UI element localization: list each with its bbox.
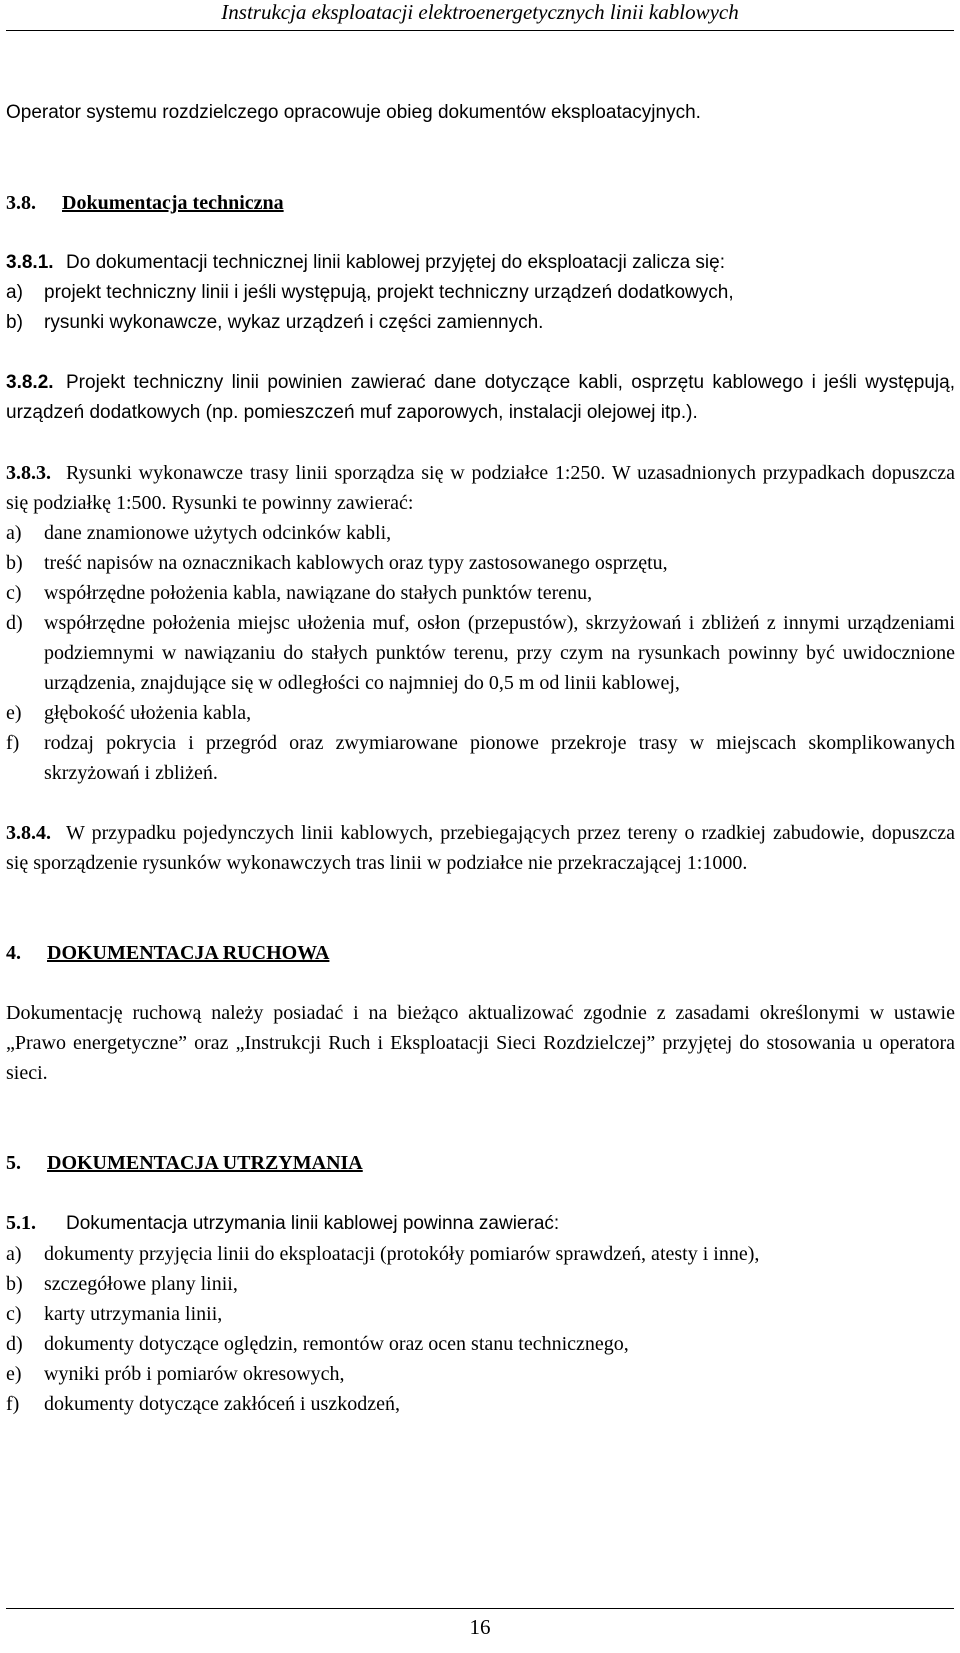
list-text: projekt techniczny linii i jeśli występują, projekt techniczny urządzeń dodatkowych, xyxy=(44,282,734,303)
section-3-8-2 xyxy=(6,368,955,428)
section-title: DOKUMENTACJA UTRZYMANIA xyxy=(47,1152,363,1174)
list-item xyxy=(6,518,955,548)
list-letter: b) xyxy=(6,552,23,574)
list-letter: d) xyxy=(6,1333,23,1355)
list-letter: a) xyxy=(6,1243,22,1265)
section-number: 4. xyxy=(6,942,21,964)
page-header xyxy=(0,0,960,44)
paragraph-number: 3.8.1. xyxy=(6,252,54,273)
section-title: Dokumentacja techniczna xyxy=(62,192,284,214)
list-letter: b) xyxy=(6,312,23,333)
list-text: dane znamionowe użytych odcinków kabli, xyxy=(44,522,392,544)
list-item xyxy=(6,728,955,788)
paragraph-number: 3.8.3. xyxy=(6,462,51,484)
list-item xyxy=(6,698,955,728)
list-text: rodzaj pokrycia i przegród oraz zwymiarowane pionowe przekroje trasy w miejscach skomplikowanych skrzyżowań i zbliżeń. xyxy=(44,732,955,784)
section-4-heading xyxy=(6,938,955,968)
list-item xyxy=(6,1269,955,1299)
list-letter: d) xyxy=(6,612,23,634)
section-4-paragraph: Dokumentację ruchową należy posiadać i na bieżąco aktualizować zgodnie z zasadami określonymi w ustawie „Prawo energetyczne” oraz „Instrukcji Ruch i Eksploatacji Sieci Rozdzielczej” przyjętej do stosowania u operatora sieci. xyxy=(6,1002,955,1084)
list-5-1 xyxy=(6,1239,955,1419)
section-5-heading xyxy=(6,1148,955,1178)
list-text: rysunki wykonawcze, wykaz urządzeń i części zamiennych. xyxy=(44,312,544,333)
paragraph-text: W przypadku pojedynczych linii kablowych, przebiegających przez tereny o rzadkiej zabudowie, dopuszcza się sporządzenie rysunków wykonawczych tras linii w podziałce nie przekraczającej 1:1000. xyxy=(6,822,955,874)
list-3-8-3 xyxy=(6,518,955,788)
paragraph-number: 3.8.2. xyxy=(6,372,54,393)
list-text: wyniki prób i pomiarów okresowych, xyxy=(44,1363,345,1385)
list-item xyxy=(6,1389,955,1419)
section-3-8-4 xyxy=(6,818,955,878)
section-number: 5. xyxy=(6,1152,21,1174)
list-item xyxy=(6,578,955,608)
list-item xyxy=(6,1299,955,1329)
list-item xyxy=(6,1359,955,1389)
list-text: dokumenty dotyczące oględzin, remontów oraz ocen stanu technicznego, xyxy=(44,1333,629,1355)
intro-paragraph: Operator systemu rozdzielczego opracowuje obieg dokumentów eksploatacyjnych. xyxy=(6,102,701,123)
document-body xyxy=(6,98,955,1419)
paragraph-text: Do dokumentacji technicznej linii kablowej przyjętej do eksploatacji zalicza się: xyxy=(66,252,725,273)
list-item xyxy=(6,308,955,338)
paragraph-number: 5.1. xyxy=(6,1212,36,1234)
section-3-8-heading xyxy=(6,188,955,218)
list-item xyxy=(6,1329,955,1359)
list-letter: c) xyxy=(6,582,22,604)
list-item xyxy=(6,608,955,698)
paragraph-text: Dokumentacja utrzymania linii kablowej powinna zawierać: xyxy=(66,1213,560,1234)
section-3-8-1 xyxy=(6,248,955,278)
list-letter: e) xyxy=(6,702,22,724)
list-item xyxy=(6,1239,955,1269)
section-5-1 xyxy=(6,1208,955,1239)
list-letter: f) xyxy=(6,732,20,754)
paragraph-number: 3.8.4. xyxy=(6,822,51,844)
page-number: 16 xyxy=(469,1615,491,1639)
list-letter: c) xyxy=(6,1303,22,1325)
section-number: 3.8. xyxy=(6,192,36,214)
footer-divider xyxy=(6,1608,954,1609)
header-title: Instrukcja eksploatacji elektroenergetycznych linii kablowych xyxy=(221,0,739,24)
list-text: głębokość ułożenia kabla, xyxy=(44,702,252,724)
list-text: współrzędne położenia miejsc ułożenia muf, osłon (przepustów), skrzyżowań i zbliżeń z innymi urządzeniami podziemnymi w nawiązaniu do stałych punktów terenu, przy czym na rysunkach powinny być uwidocznione urządzenia, znajdujące się w odległości co najmniej do 0,5 m od linii kablowej, xyxy=(44,612,955,694)
list-item xyxy=(6,548,955,578)
list-letter: a) xyxy=(6,522,22,544)
list-letter: b) xyxy=(6,1273,23,1295)
list-text: dokumenty przyjęcia linii do eksploatacji (protokóły pomiarów sprawdzeń, atesty i inne), xyxy=(44,1243,760,1265)
paragraph-text: Projekt techniczny linii powinien zawierać dane dotyczące kabli, osprzętu kablowego i jeśli występują, urządzeń dodatkowych (np. pomieszczeń muf zaporowych, instalacji olejowej itp.). xyxy=(6,372,955,423)
list-letter: f) xyxy=(6,1393,20,1415)
list-text: szczegółowe plany linii, xyxy=(44,1273,238,1295)
list-text: treść napisów na oznacznikach kablowych oraz typy zastosowanego osprzętu, xyxy=(44,552,668,574)
list-item xyxy=(6,278,955,308)
list-text: współrzędne położenia kabla, nawiązane do stałych punktów terenu, xyxy=(44,582,593,604)
section-3-8-3 xyxy=(6,458,955,518)
list-letter: e) xyxy=(6,1363,22,1385)
list-letter: a) xyxy=(6,282,23,303)
list-text: dokumenty dotyczące zakłóceń i uszkodzeń, xyxy=(44,1393,400,1415)
list-text: karty utrzymania linii, xyxy=(44,1303,223,1325)
paragraph-text: Rysunki wykonawcze trasy linii sporządza się w podziałce 1:250. W uzasadnionych przypadkach dopuszcza się podziałkę 1:500. Rysunki te powinny zawierać: xyxy=(6,462,955,514)
section-title: DOKUMENTACJA RUCHOWA xyxy=(47,942,330,964)
header-divider xyxy=(6,30,954,31)
list-3-8-1 xyxy=(6,278,955,338)
